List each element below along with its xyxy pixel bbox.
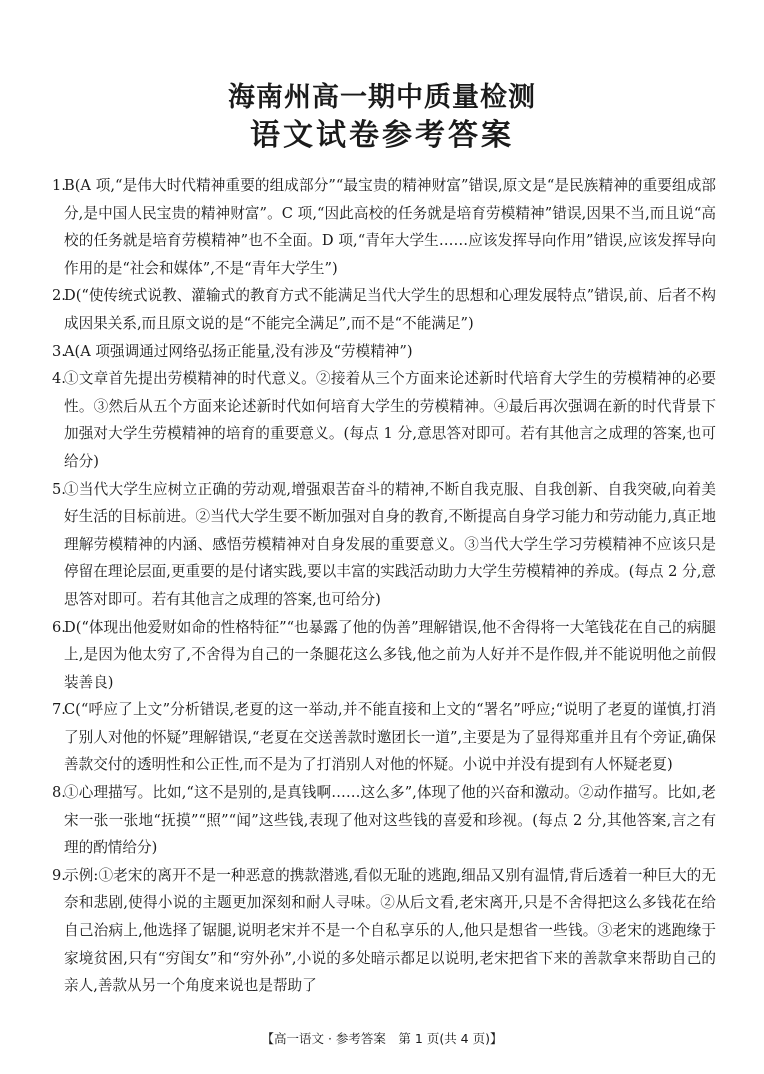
answer-number: 9. bbox=[52, 866, 66, 884]
answer-list bbox=[52, 172, 716, 1000]
answer-number: 1. bbox=[52, 177, 66, 194]
answer-text: 示例:①老宋的离开不是一种恶意的携款潜逃,看似无耻的逃跑,细品又别有温情,背后透着一种巨大的无奈和悲剧,使得小说的主题更加深刻和耐人寻味。②从后文看,老宋离开,只是不舍得把这么多钱花在给自己治病上,他选择了锯腿,说明老宋并不是一个自私享乐的人,他只是想省一些钱。③老宋的逃跑缘于家境贫困,只有“穷闺女”和“穷外孙”,小说的多处暗示都足以说明,老宋把省下来的善款拿来帮助自己的亲人,善款从另一个角度来说也是帮助了 bbox=[64, 866, 716, 995]
answer-item-5 bbox=[52, 476, 716, 614]
answer-number: 6. bbox=[52, 618, 66, 636]
answer-item-4 bbox=[52, 365, 716, 475]
answer-text: B(A 项,“是伟大时代精神重要的组成部分”“最宝贵的精神财富”错误,原文是“是民族精神的重要组成部分,是中国人民宝贵的精神财富”。C 项,“因此高校的任务就是培育劳模精神”错误,因果不当,而且说“高校的任务就是培育劳模精神”也不全面。D 项,“青年大学生……应该发挥导向作用”错误,应该发挥导向作用的是“社会和媒体”,不是“青年大学生”) bbox=[64, 177, 716, 277]
answer-number: 2. bbox=[52, 287, 66, 305]
answer-number: 3. bbox=[52, 342, 66, 360]
answer-text: A(A 项强调通过网络弘扬正能量,没有涉及“劳模精神”) bbox=[64, 342, 413, 360]
answer-number: 7. bbox=[52, 701, 66, 719]
answer-item-3 bbox=[52, 338, 716, 366]
answer-number: 4. bbox=[52, 370, 66, 388]
answer-text: ①当代大学生应树立正确的劳动观,增强艰苦奋斗的精神,不断自我克服、自我创新、自我突破,向着美好生活的目标前进。②当代大学生要不断加强对自身的教育,不断提高自身学习能力和劳动能力,真正地理解劳模精神的内涵、感悟劳模精神对自身发展的重要意义。③当代大学生学习劳模精神不应该只是停留在理论层面,更重要的是付诸实践,要以丰富的实践活动助力大学生劳模精神的养成。(每点 2 分,意思答对即可。若有其他言之成理的答案,也可给分) bbox=[64, 480, 716, 608]
page-subtitle: 语文试卷参考答案 bbox=[250, 118, 514, 153]
answer-text: C(“呼应了上文”分析错误,老夏的这一举动,并不能直接和上文的“署名”呼应;“说明了老夏的谨慎,打消了别人对他的怀疑”理解错误,“老夏在交送善款时邀团长一道”,主要是为了显得郑重并且有个旁证,确保善款交付的透明性和公正性,而不是为了打消别人对他的怀疑。小说中并没有提到有人怀疑老夏) bbox=[64, 701, 716, 774]
answer-number: 5. bbox=[52, 480, 66, 498]
answer-text: D(“体现出他爱财如命的性格特征”“也暴露了他的伪善”理解错误,他不舍得将一大笔钱花在自己的病腿上,是因为他太穷了,不舍得为自己的一条腿花这么多钱,他之前为人好并不是作假,并不能说明他之前假装善良) bbox=[64, 618, 716, 691]
answer-item-1 bbox=[52, 172, 716, 282]
page-title: 海南州高一期中质量检测 bbox=[228, 82, 536, 113]
answer-text: D(“使传统式说教、灌输式的教育方式不能满足当代大学生的思想和心理发展特点”错误,前、后者不构成因果关系,而且原文说的是“不能完全满足”,而不是“不能满足”) bbox=[64, 287, 716, 332]
answer-number: 8. bbox=[52, 784, 66, 802]
answer-item-6 bbox=[52, 614, 716, 697]
page-footer: 【高一语文 · 参考答案 第 1 页(共 4 页)】 bbox=[261, 1031, 503, 1046]
answer-text: ①心理描写。比如,“这不是别的,是真钱啊……这么多”,体现了他的兴奋和激动。②动作描写。比如,老宋一张一张地“抚摸”“照”“闻”这些钱,表现了他对这些钱的喜爱和珍视。(每点 2 分,其他答案,言之有理的酌情给分) bbox=[64, 784, 716, 857]
answer-item-9 bbox=[52, 862, 716, 1000]
answer-item-7 bbox=[52, 696, 716, 779]
answer-item-2 bbox=[52, 282, 716, 337]
answer-item-8 bbox=[52, 779, 716, 862]
answer-text: ①文章首先提出劳模精神的时代意义。②接着从三个方面来论述新时代培育大学生的劳模精神的必要性。③然后从五个方面来论述新时代如何培育大学生的劳模精神。④最后再次强调在新的时代背景下加强对大学生劳模精神的培育的重要意义。(每点 1 分,意思答对即可。若有其他言之成理的答案,也可给分) bbox=[64, 370, 716, 470]
